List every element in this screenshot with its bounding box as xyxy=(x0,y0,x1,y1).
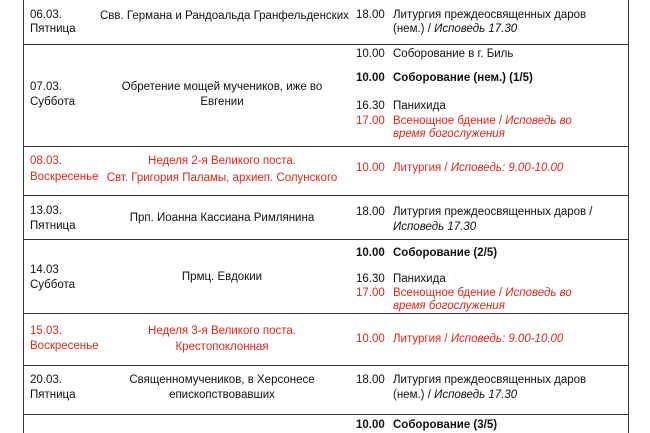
row-weekday: Пятница xyxy=(30,389,76,401)
confession-time: Исповедь: 9.00-10.00 xyxy=(450,162,564,174)
row-date: 15.03. xyxy=(30,325,62,337)
service-time: 18.00 xyxy=(356,9,385,21)
service-name: Литургия преждеосвященных даров / xyxy=(393,206,593,218)
service-time: 10.00 xyxy=(356,48,385,60)
confession-time: Исповедь 17.30 xyxy=(434,389,518,401)
service-time: 10.00 xyxy=(356,333,385,345)
confession-time: Исповедь во xyxy=(505,287,572,299)
table-border-right xyxy=(628,0,629,433)
service-name: Соборование в г. Биль xyxy=(393,48,514,60)
row-saint-line2: епископствовавших xyxy=(169,389,275,401)
confession-time: Исповедь во xyxy=(505,115,572,127)
service-name: Литургия / Исповедь: 9.00-10.00 xyxy=(393,333,564,345)
service-name: Всенощное бдение / Исповедь во xyxy=(393,115,572,127)
row-saint-line1: Священномучеников, в Херсонесе xyxy=(129,374,315,386)
row-saint-line2: Свт. Григория Паламы, архиеп. Солунского xyxy=(106,172,338,184)
row-saint-line1: Неделя 3-я Великого поста. xyxy=(148,325,296,337)
service-name: Всенощное бдение / Исповедь во xyxy=(393,287,572,299)
service-time: 17.00 xyxy=(356,115,385,127)
row-saint-line1: Обретение мощей мучеников, иже во xyxy=(121,81,323,93)
row-divider xyxy=(23,146,628,147)
table-border-left xyxy=(23,0,24,433)
row-divider xyxy=(23,414,628,415)
confession-time: Исповедь 17.30 xyxy=(393,221,477,233)
service-note xyxy=(393,220,476,234)
row-saint: Прмц. Евдокии xyxy=(181,271,263,283)
row-saint-line2: Евгении xyxy=(200,96,244,108)
row-date: 20.03. xyxy=(30,374,62,386)
row-date: 14.03 xyxy=(30,264,59,276)
service-time: 10.00 xyxy=(356,419,385,431)
service-time: 10.00 xyxy=(356,247,385,259)
row-divider xyxy=(23,44,628,45)
service-name: Соборование (нем.) (1/5) xyxy=(393,72,533,84)
row-weekday: Воскресенье xyxy=(30,340,99,352)
service-time: 10.00 xyxy=(356,72,385,84)
service-time: 16.30 xyxy=(356,273,385,285)
row-saint-line2: Крестопоклонная xyxy=(175,341,269,353)
row-saint: Свв. Германа и Рандоальда Гранфельденских xyxy=(100,10,349,22)
row-weekday: Воскресенье xyxy=(30,171,99,183)
confession-time: Исповедь 17.30 xyxy=(434,23,518,35)
service-time: 18.00 xyxy=(356,206,385,218)
row-saint-line1: Неделя 2-я Великого поста. xyxy=(148,155,296,167)
service-time: 17.00 xyxy=(356,287,385,299)
row-date: 06.03. xyxy=(30,9,62,21)
row-weekday: Суббота xyxy=(30,96,76,108)
row-date: 13.03. xyxy=(30,205,62,217)
service-name: Панихида xyxy=(393,100,446,112)
service-name: Панихида xyxy=(393,273,446,285)
confession-time: Исповедь: 9.00-10.00 xyxy=(450,333,564,345)
row-divider xyxy=(23,239,628,240)
service-note: время богослужения xyxy=(393,300,505,312)
service-name: Соборование (2/5) xyxy=(393,247,498,259)
service-name: Соборование (3/5) xyxy=(393,419,498,431)
service-name: Литургия / Исповедь: 9.00-10.00 xyxy=(393,162,564,174)
service-time: 10.00 xyxy=(356,162,385,174)
row-date: 07.03. xyxy=(30,81,62,93)
service-name: Литургия преждеосвященных даров xyxy=(393,374,587,386)
row-divider xyxy=(23,365,628,366)
row-weekday: Пятница xyxy=(30,23,76,35)
service-note: (нем.) / Исповедь 17.30 xyxy=(393,23,518,35)
row-divider xyxy=(23,195,628,196)
service-note: время богослужения xyxy=(393,128,505,140)
row-divider xyxy=(23,313,628,314)
row-weekday: Пятница xyxy=(30,220,76,232)
row-saint: Прп. Иоанна Кассиана Римлянина xyxy=(129,212,315,224)
row-date: 08.03. xyxy=(30,155,62,167)
service-time: 18.00 xyxy=(356,374,385,386)
service-time: 16.30 xyxy=(356,100,385,112)
service-note: (нем.) / Исповедь 17.30 xyxy=(393,389,518,401)
service-name: Литургия преждеосвященных даров xyxy=(393,9,587,21)
row-weekday: Суббота xyxy=(30,279,76,291)
